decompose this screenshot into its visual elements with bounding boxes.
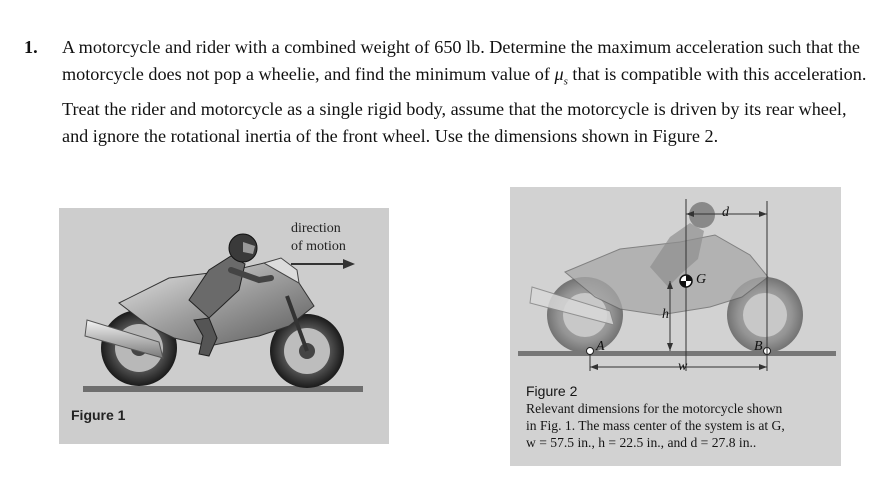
label-h: h <box>662 307 669 322</box>
ground-line-fig2 <box>518 351 836 356</box>
contact-point-a <box>587 348 594 355</box>
figure-2-title: Figure 2 <box>526 383 578 399</box>
caption-line-2: in Fig. 1. The mass center of the system is at G, <box>526 418 785 433</box>
caption-line-3: w = 57.5 in., h = 22.5 in., and d = 27.8 in.. <box>526 435 757 450</box>
figure-2-caption <box>526 383 834 451</box>
problem-text <box>62 34 874 150</box>
direction-of-motion-label: direction of motion <box>291 221 346 254</box>
problem-number: 1. <box>24 37 38 57</box>
label-g: G <box>696 272 707 287</box>
label-d: d <box>722 205 729 220</box>
figure-1-caption: Figure 1 <box>71 407 126 423</box>
problem-text-part1: A motorcycle and rider with a combined weight of 650 lb. Determine the maximum acceleration such that the motorcycle does not pop a wheelie, and find the minimum value of <box>62 37 860 84</box>
label-w: w <box>678 359 688 374</box>
problem-text-part2: that is compatible with this acceleration. Treat the rider and motorcycle as a single rigid body, assume that the motorcycle is driven by its rear wheel, and ignore the rotational inertia of the front wheel. Use the dimensions shown in Figure 2. <box>62 64 867 146</box>
mu-s-symbol: $\mu_s$ <box>554 64 568 88</box>
label-a: A <box>596 339 605 354</box>
ground-line <box>83 386 363 392</box>
figure-1 <box>59 208 389 444</box>
figure-2 <box>510 187 841 466</box>
caption-line-1: Relevant dimensions for the motorcycle shown <box>526 401 783 416</box>
label-b: B <box>754 339 763 354</box>
problem-statement <box>24 34 874 150</box>
